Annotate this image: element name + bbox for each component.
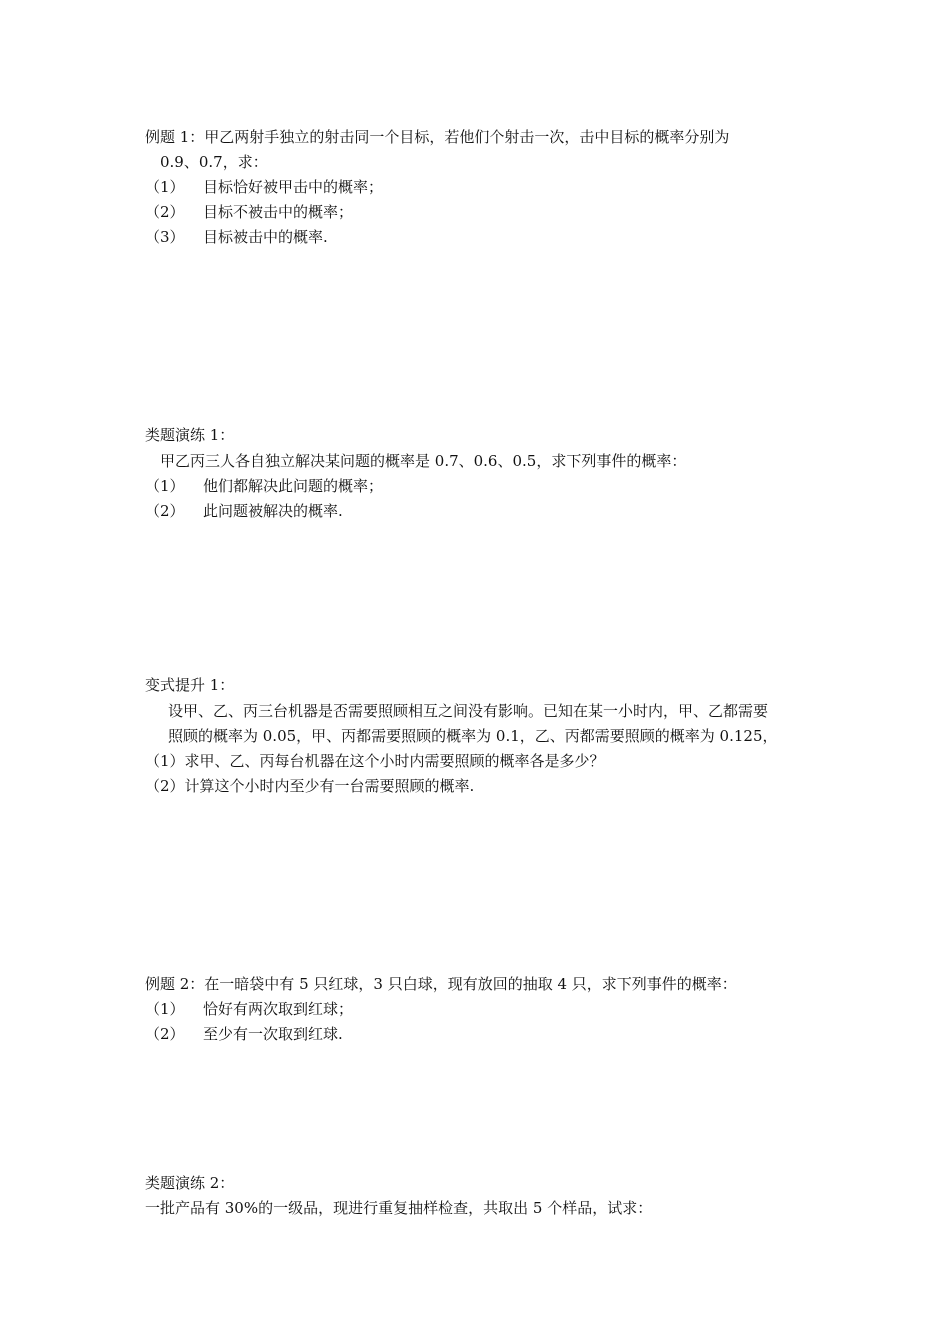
example1-title-continued: 0.9、0.7，求： (160, 153, 268, 171)
example1-item-1 (145, 177, 383, 197)
item-text: 他们都解决此问题的概率； (203, 477, 384, 495)
practice2-body: 一批产品有 30%的一级品，现进行重复抽样检查，共取出 5 个样品，试求： (145, 1199, 653, 1217)
item-text: 目标被击中的概率. (203, 228, 328, 246)
item-text: 目标恰好被甲击中的概率； (203, 178, 384, 196)
item-text: 至少有一次取到红球. (203, 1025, 343, 1043)
item-number: （1） (145, 477, 185, 495)
practice1-item-2 (145, 501, 343, 521)
item-number: （2） (145, 1025, 185, 1043)
practice2-heading: 类题演练 2： (145, 1174, 235, 1192)
practice1-body: 甲乙丙三人各自独立解决某问题的概率是 0.7、0.6、0.5，求下列事件的概率： (160, 452, 687, 470)
item-number: （3） (145, 228, 185, 246)
example2-item-1 (145, 999, 353, 1019)
example1-title: 例题 1：甲乙两射手独立的射击同一个目标，若他们个射击一次，击中目标的概率分别为 (145, 128, 730, 146)
item-text: 恰好有两次取到红球； (203, 1000, 354, 1018)
variant1-item-1: （1）求甲、乙、丙每台机器在这个小时内需要照顾的概率各是多少？ (145, 752, 605, 770)
variant1-heading: 变式提升 1： (145, 676, 235, 694)
variant1-item-2: （2）计算这个小时内至少有一台需要照顾的概率. (145, 777, 475, 795)
item-text: 目标不被击中的概率； (203, 203, 354, 221)
item-number: （2） (145, 502, 185, 520)
item-text: 此问题被解决的概率. (203, 502, 343, 520)
item-number: （1） (145, 178, 185, 196)
variant1-body-line1: 设甲、乙、丙三台机器是否需要照顾相互之间没有影响。已知在某一小时内，甲、乙都需要 (168, 702, 769, 720)
example2-title: 例题 2：在一暗袋中有 5 只红球，3 只白球，现有放回的抽取 4 只，求下列事件的概率： (145, 975, 737, 993)
example1-item-3 (145, 227, 328, 247)
example1-item-2 (145, 202, 353, 222)
item-number: （2） (145, 203, 185, 221)
variant1-body-line2: 照顾的概率为 0.05，甲、丙都需要照顾的概率为 0.1，乙、丙都需要照顾的概率为 0.125， (168, 727, 778, 745)
item-number: （1） (145, 1000, 185, 1018)
example2-item-2 (145, 1024, 343, 1044)
practice1-item-1 (145, 476, 383, 496)
practice1-heading: 类题演练 1： (145, 426, 235, 444)
